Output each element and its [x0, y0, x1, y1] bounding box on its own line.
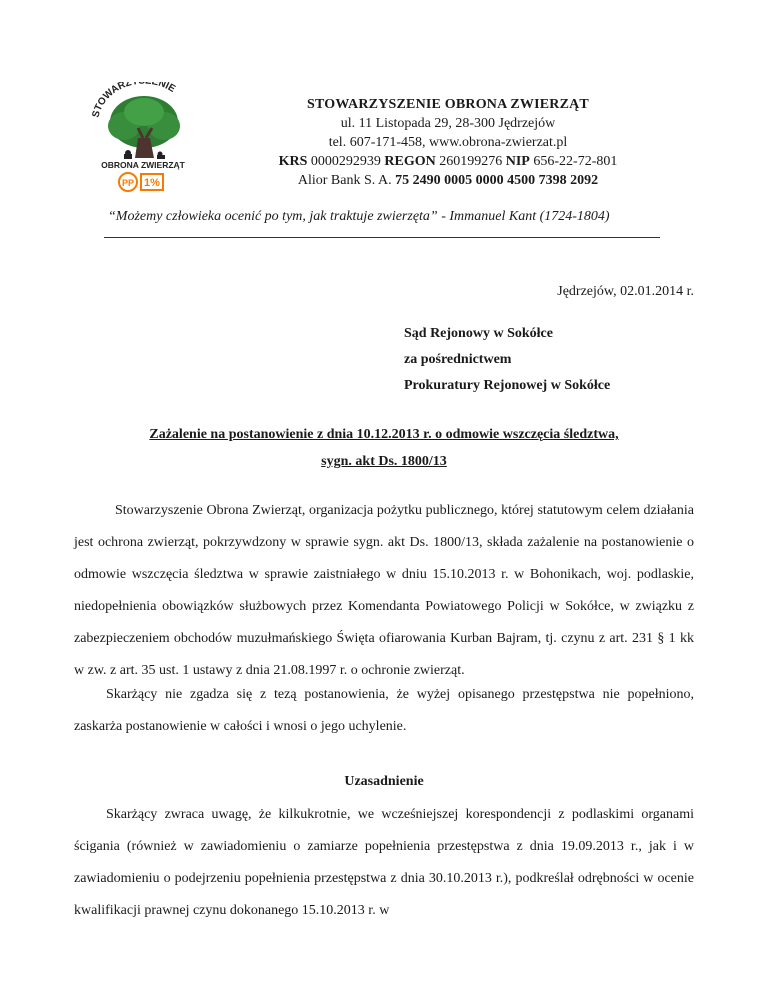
bank-info — [218, 171, 678, 190]
regon-label: REGON — [384, 154, 436, 169]
logo-graphic — [88, 82, 198, 194]
date-line: Jędrzejów, 02.01.2014 r. — [557, 284, 694, 299]
registry-numbers — [218, 152, 678, 171]
justification-heading: Uzasadnienie — [344, 774, 424, 789]
svg-text:1%: 1% — [144, 177, 160, 189]
subject-line-1: Zażalenie na postanowienie z dnia 10.12.2013 r. o odmowie wszczęcia śledztwa, — [149, 427, 619, 442]
paragraph-justification: Skarżący zwraca uwagę, że kilkukrotnie, we wcześniejszej korespondencji z podlaskimi organami ścigania (również w zawiadomieniu o zamiarze popełnienia przestępstwa z dnia 19.09.2013 r., jak i w zawiadomieniu o podejrzeniu popełnienia przestępstwa z dnia 30.10.2013 r.), podkreślał odrębności w ocenie kwalifikacji prawnej czynu dokonanego 15.10.2013 r. w — [74, 807, 694, 918]
recipient-via: za pośrednictwem — [404, 352, 512, 367]
recipient-block — [404, 321, 610, 399]
nip-label: NIP — [505, 154, 530, 169]
subject-line-2: sygn. akt Ds. 1800/13 — [321, 454, 447, 469]
svg-text:PP: PP — [121, 178, 135, 188]
regon-value: 260199276 — [435, 154, 506, 169]
kant-quote: “Możemy człowieka ocenić po tym, jak traktuje zwierzęta” - Immanuel Kant (1724-1804) — [108, 209, 610, 224]
organization-contact: tel. 607-171-458, www.obrona-zwierzat.pl — [328, 135, 568, 150]
krs-value: 0000292939 — [307, 154, 385, 169]
recipient-court: Sąd Rejonowy w Sokółce — [404, 326, 553, 341]
bank-name: Alior Bank S. A. — [297, 173, 396, 188]
organization-logo — [88, 82, 198, 194]
organization-name: STOWARZYSZENIE OBRONA ZWIERZĄT — [307, 97, 589, 112]
organization-address: ul. 11 Listopada 29, 28-300 Jędrzejów — [340, 116, 556, 131]
subject-heading — [80, 421, 688, 475]
logo-bottom-text: OBRONA ZWIERZĄT — [101, 160, 185, 170]
recipient-prosecutor: Prokuratury Rejonowej w Sokółce — [404, 378, 611, 393]
logo-arc-text: STOWARZ ENIE — [90, 82, 178, 119]
header-divider — [104, 237, 660, 238]
paragraph-complaint: Stowarzyszenie Obrona Zwierząt, organizacja pożytku publicznego, której statutowym celem działania jest ochrona zwierząt, pokrzywdzony w sprawie sygn. akt Ds. 1800/13, składa zażalenie na postanowienie o odmowie wszczęcia śledztwa w sprawie zaistniałego w dniu 15.10.2013 r. w Bohonikach, woj. podlaskie, niedopełnienia obowiązków służbowych przez Komendanta Powiatowego Policji w Sokółce, w związku z zabezpieczeniem obchodów muzułmańskiego Święta ofiarowania Kurban Bajram, tj. czynu z art. 231 § 1 kk w zw. z art. 35 ust. 1 ustawy z dnia 21.08.1997 r. o ochronie zwierząt. — [74, 503, 694, 678]
letterhead — [218, 95, 678, 190]
paragraph-disagreement: Skarżący nie zgadza się z tezą postanowienia, że wyżej opisanego przestępstwa nie popełniono, zaskarża postanowienie w całości i wnosi o jego uchylenie. — [74, 687, 694, 734]
krs-label: KRS — [278, 154, 308, 169]
nip-value: 656-22-72-801 — [529, 154, 618, 169]
bank-account: 75 2490 0005 0000 4500 7398 2092 — [395, 173, 599, 188]
